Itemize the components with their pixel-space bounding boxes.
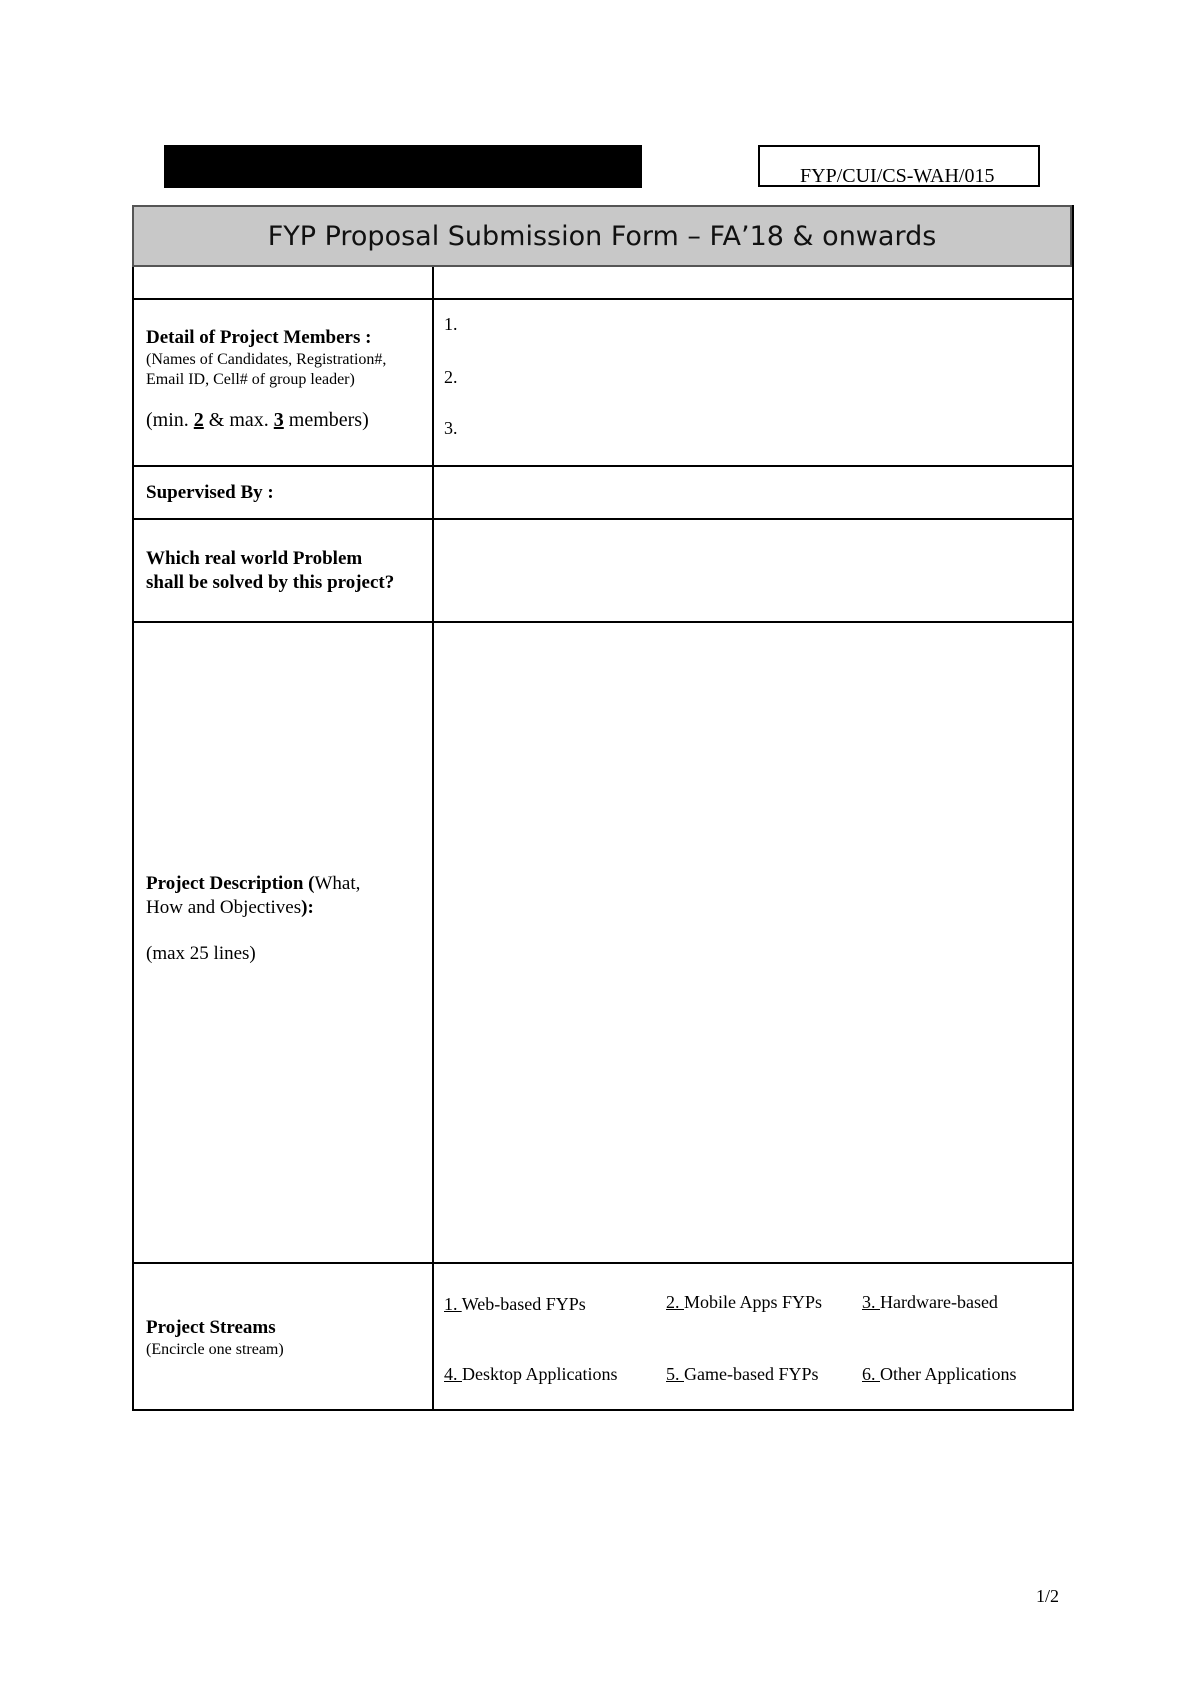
stream-num: 3. [862, 1292, 880, 1312]
stream-option-mobile[interactable] [666, 1292, 822, 1313]
streams-sub: (Encircle one stream) [146, 1340, 284, 1358]
description-line2-normal: How and Objectives [146, 896, 302, 918]
stream-option-hardware[interactable] [862, 1292, 998, 1313]
min-text: (min. [146, 408, 189, 431]
stream-label: Web-based FYPs [461, 1294, 586, 1314]
members-count-rule [146, 408, 386, 433]
description-line2-bold: ): [301, 896, 314, 918]
members-label: Detail of Project Members : [146, 327, 372, 348]
problem-input[interactable] [436, 522, 1070, 619]
member-slot-3[interactable]: 3. [444, 418, 458, 438]
max-number: 3 [273, 408, 284, 431]
supervised-input[interactable] [436, 470, 1070, 516]
member-slot-1[interactable]: 1. [444, 314, 458, 334]
members-sub2: Email ID, Cell# of group leader) [146, 370, 355, 388]
problem-label-line1: Which real world Problem [146, 548, 363, 569]
stream-num: 6. [862, 1364, 880, 1384]
members-label-block [146, 326, 386, 433]
description-label-block [146, 872, 360, 965]
stream-option-game[interactable] [666, 1364, 818, 1385]
problem-label-line2: shall be solved by this project? [146, 571, 395, 593]
stream-option-desktop[interactable] [444, 1364, 618, 1385]
stream-option-web[interactable] [444, 1294, 586, 1315]
description-label-normal: What, [314, 873, 361, 894]
stream-label: Desktop Applications [462, 1364, 618, 1384]
row-divider [132, 298, 1074, 300]
row-divider [132, 621, 1074, 623]
streams-label: Project Streams [146, 1317, 276, 1338]
members-word: members) [288, 408, 369, 431]
description-input[interactable] [436, 625, 1070, 1260]
supervised-label: Supervised By : [146, 482, 274, 503]
form-title-band [132, 205, 1072, 267]
stream-num: 2. [666, 1292, 684, 1312]
row-divider [132, 465, 1074, 467]
row-divider [132, 518, 1074, 520]
redacted-header-bar [164, 145, 642, 188]
supervised-label-block [146, 481, 274, 505]
stream-label: Game-based FYPs [684, 1364, 819, 1384]
stream-num: 1. [444, 1294, 462, 1314]
min-number: 2 [193, 408, 204, 431]
stream-label: Mobile Apps FYPs [684, 1292, 823, 1312]
stream-option-other[interactable] [862, 1364, 1016, 1385]
page-number: 1/2 [1036, 1586, 1060, 1606]
description-label-bold: Project Description ( [146, 873, 315, 894]
form-title: FYP Proposal Submission Form – FA’18 & onwards [267, 220, 937, 252]
stream-num: 4. [444, 1364, 462, 1384]
stream-label: Other Applications [880, 1364, 1017, 1384]
members-sub1: (Names of Candidates, Registration#, [146, 350, 387, 368]
streams-label-block [146, 1316, 284, 1360]
stream-label: Hardware-based [880, 1292, 998, 1312]
column-divider [432, 267, 434, 1411]
row-divider [132, 1262, 1074, 1264]
description-note: (max 25 lines) [146, 942, 256, 964]
stream-num: 5. [666, 1364, 684, 1384]
form-code-box [758, 145, 1040, 187]
and-max-text: & max. [208, 408, 269, 431]
form-code: FYP/CUI/CS-WAH/015 [800, 165, 995, 187]
member-slot-2[interactable]: 2. [444, 367, 458, 387]
problem-label-block [146, 547, 394, 595]
